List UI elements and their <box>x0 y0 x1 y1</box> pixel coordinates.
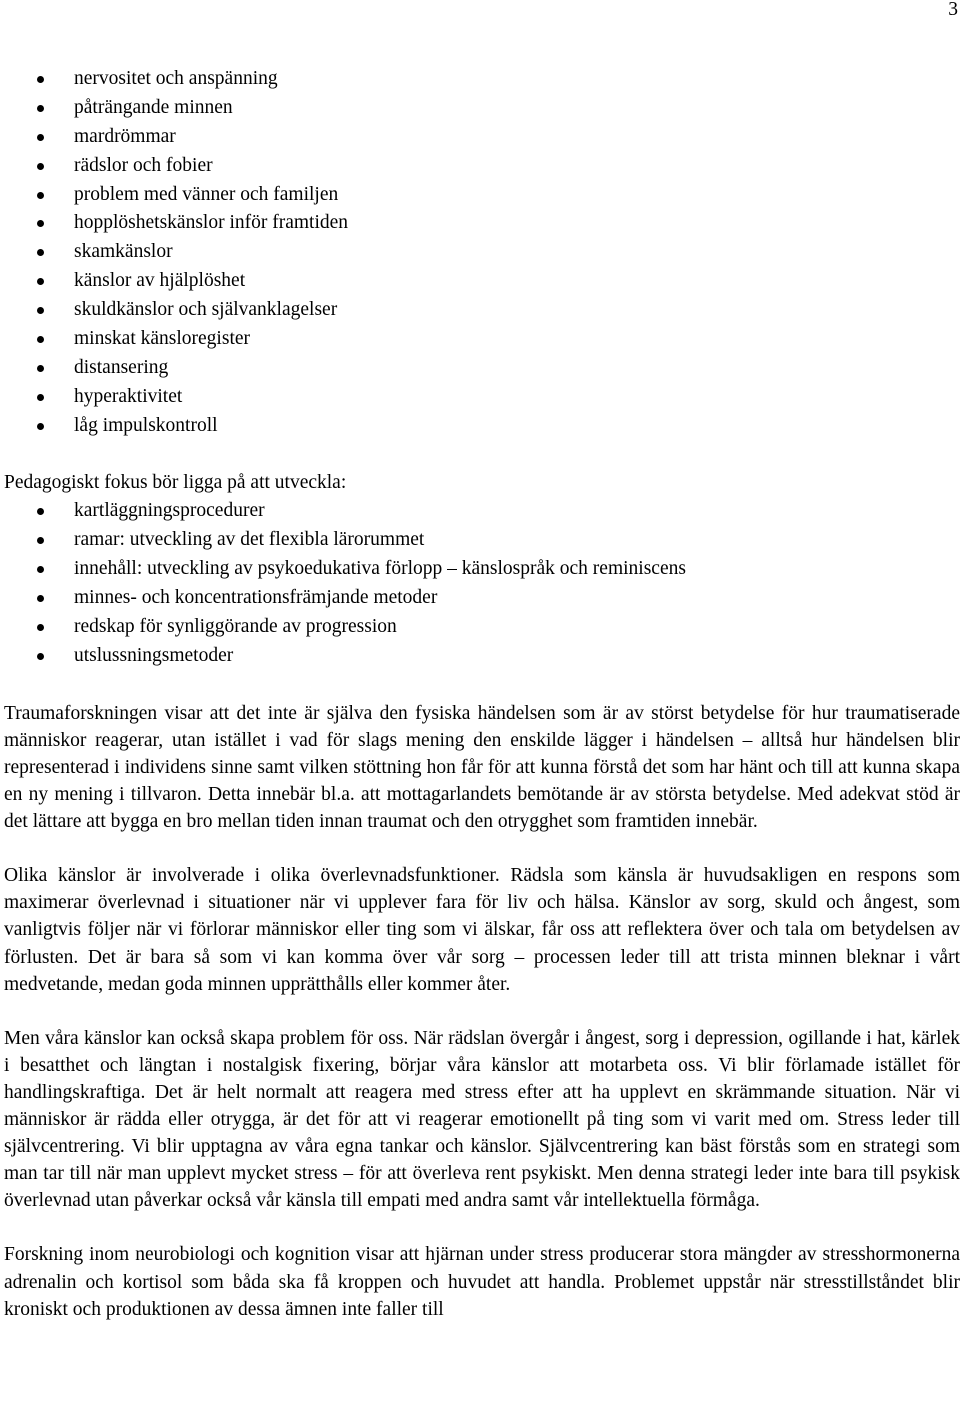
bullet-icon <box>37 508 44 515</box>
list-item: känslor av hjälplöshet <box>4 267 960 296</box>
list-item: skuldkänslor och självanklagelser <box>4 296 960 325</box>
bullet-icon <box>37 220 44 227</box>
list-item: skamkänslor <box>4 238 960 267</box>
bullet-icon <box>37 653 44 660</box>
bullet-icon <box>37 595 44 602</box>
list-item: mardrömmar <box>4 123 960 152</box>
list-item: rädslor och fobier <box>4 152 960 181</box>
bullet-icon <box>37 537 44 544</box>
list-item: låg impulskontroll <box>4 412 960 441</box>
bullet-icon <box>37 163 44 170</box>
list-item: problem med vänner och familjen <box>4 181 960 210</box>
bullet-icon <box>37 307 44 314</box>
bullet-icon <box>37 76 44 83</box>
bullet-icon <box>37 249 44 256</box>
list-item: kartläggningsprocedurer <box>4 497 960 526</box>
page-number: 3 <box>948 0 958 20</box>
list-item: minskat känsloregister <box>4 325 960 354</box>
bullet-icon <box>37 566 44 573</box>
symptom-list <box>4 65 960 441</box>
list-item: hopplöshetskänslor inför framtiden <box>4 209 960 238</box>
list-item: hyperaktivitet <box>4 383 960 412</box>
paragraph-emotional-problems: Men våra känslor kan också skapa problem för oss. När rädslan övergår i ångest, sorg i depression, ogillande i hat, kärlek i besatthet och längtan i nostalgisk fixering, börjar våra känslor att motarbeta oss. Vi blir förlamade istället för handlingskraftiga. Det är helt normalt att reagera med stress efter att ha upplevt en skrämmande situation. När vi människor är rädda eller otrygga, är det för att vi reagerar emotionellt på ting som vi varit med om. Stress leder till självcentrering. Vi blir upptagna av våra egna tankar och känslor. Självcentrering kan bäst förstås som en strategi som man tar till när man upplevt mycket stress – för att överleva rent psykiskt. Men denna strategi leder inte bara till psykisk överlevnad utan påverkar också vår känsla till empati med andra samt vår intellektuella förmåga. <box>4 1027 960 1212</box>
bullet-icon <box>37 336 44 343</box>
bullet-icon <box>37 192 44 199</box>
list-item: minnes- och koncentrationsfrämjande metoder <box>4 584 960 613</box>
bullet-icon <box>37 134 44 141</box>
paragraph-neurobiology: Forskning inom neurobiologi och kognition visar att hjärnan under stress producerar stora mängder av stresshormonerna adrenalin och kortisol som båda ska få kroppen och huvudet att handla. Problemet uppstår när stresstillståndet blir kroniskt och produktionen av dessa ämnen inte faller till <box>4 1244 960 1320</box>
bullet-icon <box>37 624 44 631</box>
bullet-icon <box>37 105 44 112</box>
list-item: utslussningsmetoder <box>4 642 960 671</box>
pedagogy-heading: Pedagogiskt fokus bör ligga på att utveckla: <box>4 471 347 493</box>
bullet-icon <box>37 365 44 372</box>
bullet-icon <box>37 278 44 285</box>
bullet-icon <box>37 394 44 401</box>
bullet-icon <box>37 423 44 430</box>
list-item: ramar: utveckling av det flexibla lärorummet <box>4 526 960 555</box>
list-item: innehåll: utveckling av psykoedukativa förlopp – känslospråk och reminiscens <box>4 555 960 584</box>
list-item: påträngande minnen <box>4 94 960 123</box>
list-item: distansering <box>4 354 960 383</box>
list-item: nervositet och anspänning <box>4 65 960 94</box>
paragraph-emotions-survival: Olika känslor är involverade i olika överlevnadsfunktioner. Rädsla som känsla är huvudsakligen en respons som maximerar överlevnad i situationer när vi upplever fara för liv och hälsa. Känslor av sorg, skuld och ångest, som vanligtvis följer när vi förlorar människor eller ting som vi älskar, får oss att reflektera över och tala om betydelsen av förlusten. Det är bara så som vi kan komma över vår sorg – processen leder till att trista minnen bleknar i vårt medvetande, medan goda minnen upprätthålls eller kommer åter. <box>4 865 960 995</box>
list-item: redskap för synliggörande av progression <box>4 613 960 642</box>
paragraph-trauma-research: Traumaforskningen visar att det inte är själva den fysiska händelsen som är av störst betydelse för hur traumatiserade människor reagerar, utan istället i vad för slags mening den enskilde lägger i händelsen – alltså hur händelsen blir representerad i individens sinne samt vilken stöttning hon får för att kunna förstå det som har hänt och till att kunna skapa en ny mening i tillvaron. Detta innebär bl.a. att mottagarlandets bemötande är av största betydelse. Med adekvat stöd är det lättare att bygga en bro mellan tiden innan traumat och den otrygghet som framtiden innebär. <box>4 702 960 833</box>
pedagogy-list <box>4 497 960 670</box>
document-body <box>4 65 960 1323</box>
